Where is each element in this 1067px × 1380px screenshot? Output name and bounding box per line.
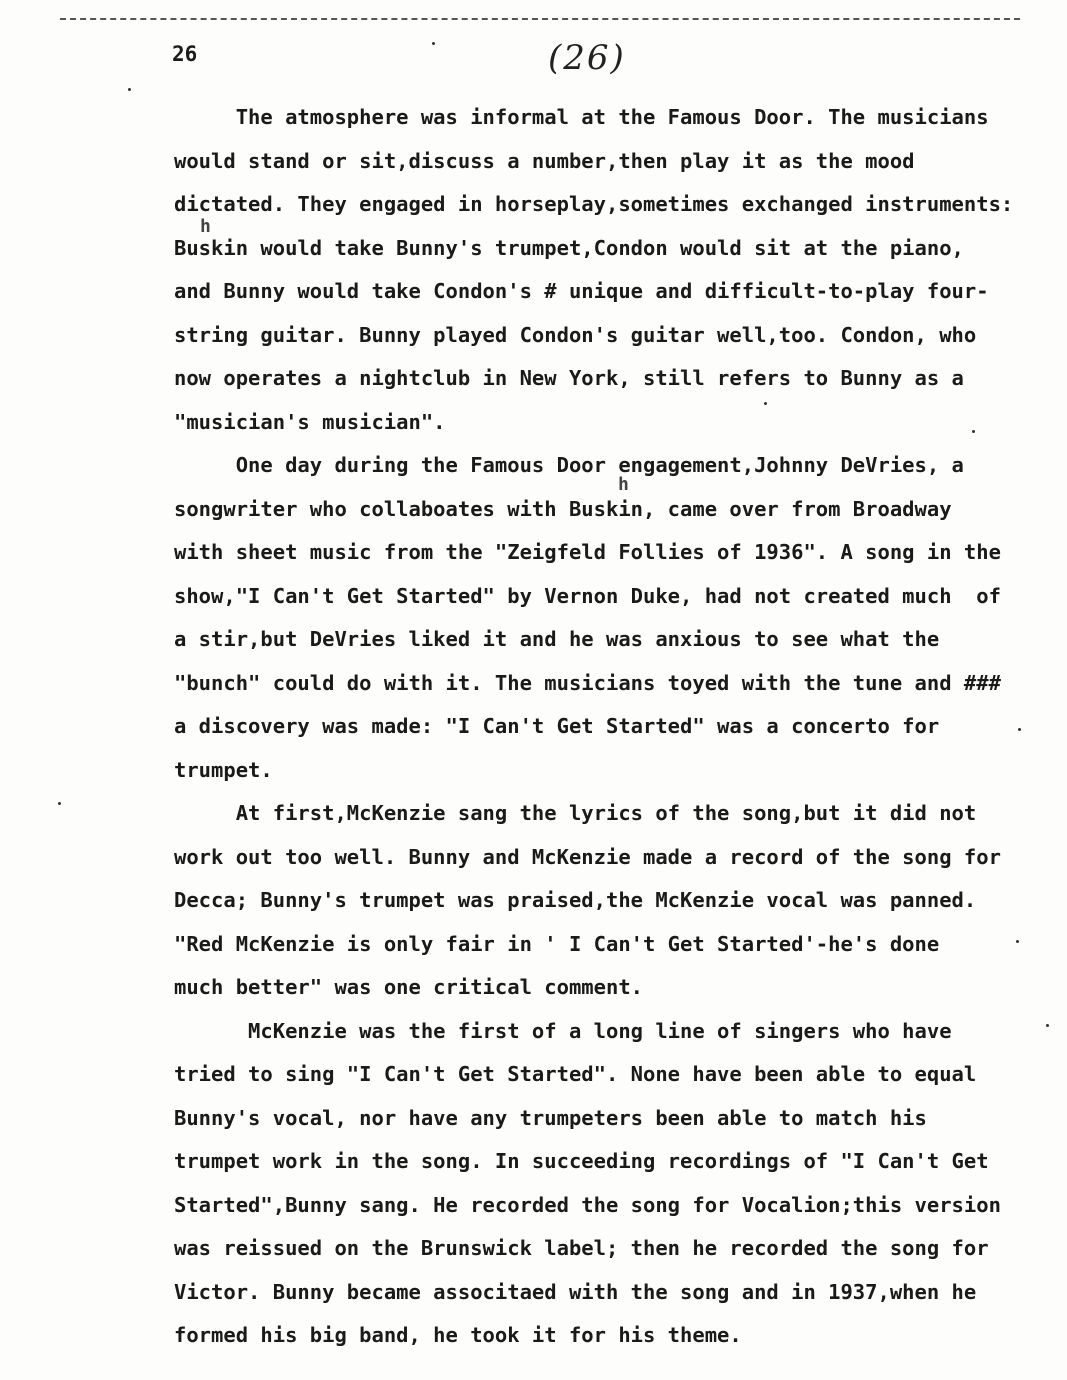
- text-line: string guitar. Bunny played Condon's guitar well,too. Condon, who: [174, 322, 977, 347]
- text-line: tried to sing "I Can't Get Started". None have been able to equal: [174, 1062, 977, 1086]
- text-line: a discovery was made: "I Can't Get Started" was a concerto for: [174, 714, 940, 738]
- text-line: Started",Bunny sang. He recorded the song for Vocalion;this version: [174, 1192, 1001, 1217]
- text-line: was reissued on the Brunswick label; then he recorded the song for: [174, 1236, 989, 1260]
- interlinear-correction: h: [200, 216, 211, 237]
- text-line: work out too well. Bunny and McKenzie made a record of the song for: [174, 844, 1001, 869]
- handwritten-page-number: (26): [548, 38, 626, 78]
- interlinear-correction: h: [618, 474, 629, 495]
- text-line: McKenzie was the first of a long line of singers who have: [174, 1018, 952, 1043]
- text-line: trumpet work in the song. In succeeding recordings of "I Can't Get: [174, 1149, 989, 1173]
- text-line: dictated. They engaged in horseplay,sometimes exchanged instruments:: [174, 192, 1014, 216]
- text-line: much better" was one critical comment.: [174, 975, 643, 999]
- text-line: Bunny's vocal, nor have any trumpeters been able to match his: [174, 1105, 927, 1130]
- text-line: Buskin would take Bunny's trumpet,Condon would sit at the piano,: [174, 235, 964, 260]
- ink-speck: [432, 42, 435, 45]
- text-line: One day during the Famous Door engagement,Johnny DeVries, a: [174, 453, 964, 477]
- text-line: Victor. Bunny became associtaed with the song and in 1937,when he: [174, 1279, 977, 1304]
- ink-speck: [58, 802, 61, 805]
- text-line: now operates a nightclub in New York, still refers to Bunny as a: [174, 366, 964, 390]
- ink-speck: [128, 88, 131, 91]
- text-line: "musician's musician".: [174, 409, 446, 434]
- text-line: "bunch" could do with it. The musicians toyed with the tune and ###: [174, 670, 1001, 695]
- text-line: "Red McKenzie is only fair in ' I Can't Get Started'-he's done: [174, 931, 940, 956]
- text-line: show,"I Can't Get Started" by Vernon Duke, had not created much of: [174, 583, 1001, 608]
- text-line: formed his big band, he took it for his theme.: [174, 1323, 742, 1347]
- text-line: a stir,but DeVries liked it and he was anxious to see what the: [174, 627, 940, 651]
- text-line: The atmosphere was informal at the Famous Door. The musicians: [174, 105, 989, 129]
- typed-text: [174, 96, 1054, 1358]
- top-dashed-rule: [60, 18, 1020, 20]
- page-number: 26: [172, 42, 198, 66]
- text-line: Decca; Bunny's trumpet was praised,the McKenzie vocal was panned.: [174, 888, 977, 912]
- text-line: with sheet music from the "Zeigfeld Follies of 1936". A song in the: [174, 540, 1001, 564]
- text-line: and Bunny would take Condon's # unique and difficult-to-play four-: [174, 279, 989, 303]
- text-line: songwriter who collaboates with Buskin, came over from Broadway: [174, 496, 952, 521]
- text-line: At first,McKenzie sang the lyrics of the song,but it did not: [174, 801, 977, 825]
- text-line: trumpet.: [174, 757, 273, 782]
- text-line: would stand or sit,discuss a number,then play it as the mood: [174, 148, 915, 173]
